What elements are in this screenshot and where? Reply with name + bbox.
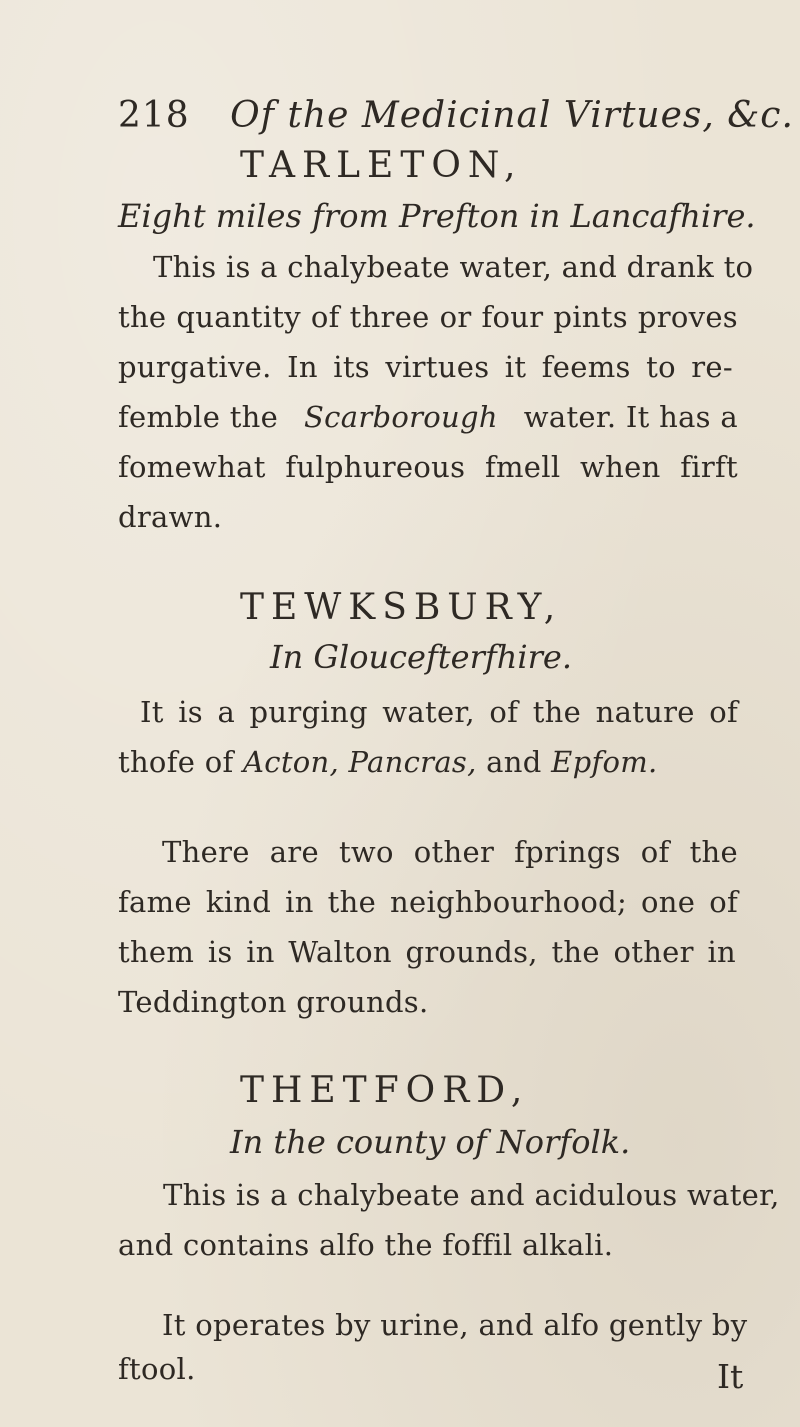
paragraph-line: and contains alfo the foffil alkali. — [118, 1228, 614, 1262]
paragraph-line: There are two other fprings of the — [162, 835, 738, 869]
section-title-tarleton: TARLETON, — [240, 145, 523, 186]
section-title-tewksbury: TEWKSBURY, — [240, 587, 563, 628]
section-subtitle-tewksbury: In Gloucefterfhire. — [270, 638, 572, 676]
paragraph-line: purgative. In its virtues it feems to re- — [118, 350, 733, 384]
page-number: 218 — [118, 95, 190, 136]
paragraph-line: Teddington grounds. — [118, 985, 429, 1019]
paragraph-line: ftool. — [118, 1352, 196, 1386]
paragraph-line: the quantity of three or four pints proves — [118, 300, 738, 334]
catchword: It — [717, 1357, 744, 1396]
running-title: Of the Medicinal Virtues, &c. — [230, 95, 794, 136]
paragraph-line: thofe of Acton, Pancras, and Epfom. — [118, 745, 658, 779]
place-name: Epfom. — [551, 745, 658, 779]
section-subtitle-tarleton: Eight miles from Prefton in Lancafhire. — [118, 197, 756, 235]
paragraph-line: This is a chalybeate and acidulous water, — [163, 1178, 780, 1212]
section-title-thetford: THETFORD, — [240, 1070, 530, 1111]
paragraph-line: This is a chalybeate water, and drank to — [153, 250, 754, 284]
paragraph-line: It operates by urine, and alfo gently by — [162, 1308, 748, 1342]
paragraph-line: drawn. — [118, 500, 223, 534]
paragraph-line: fame kind in the neighbourhood; one of — [118, 885, 738, 919]
place-names: Acton, Pancras, — [243, 745, 477, 779]
paragraph-line: them is in Walton grounds, the other in — [118, 935, 736, 969]
place-name: Scarborough — [304, 400, 498, 434]
paragraph-line: It is a purging water, of the nature of — [140, 695, 738, 729]
paragraph-line: fomewhat fulphureous fmell when firft — [118, 450, 738, 484]
section-subtitle-thetford: In the county of Norfolk. — [230, 1123, 631, 1161]
paragraph-line: femble the Scarborough water. It has a — [118, 400, 738, 434]
running-header — [118, 95, 794, 136]
